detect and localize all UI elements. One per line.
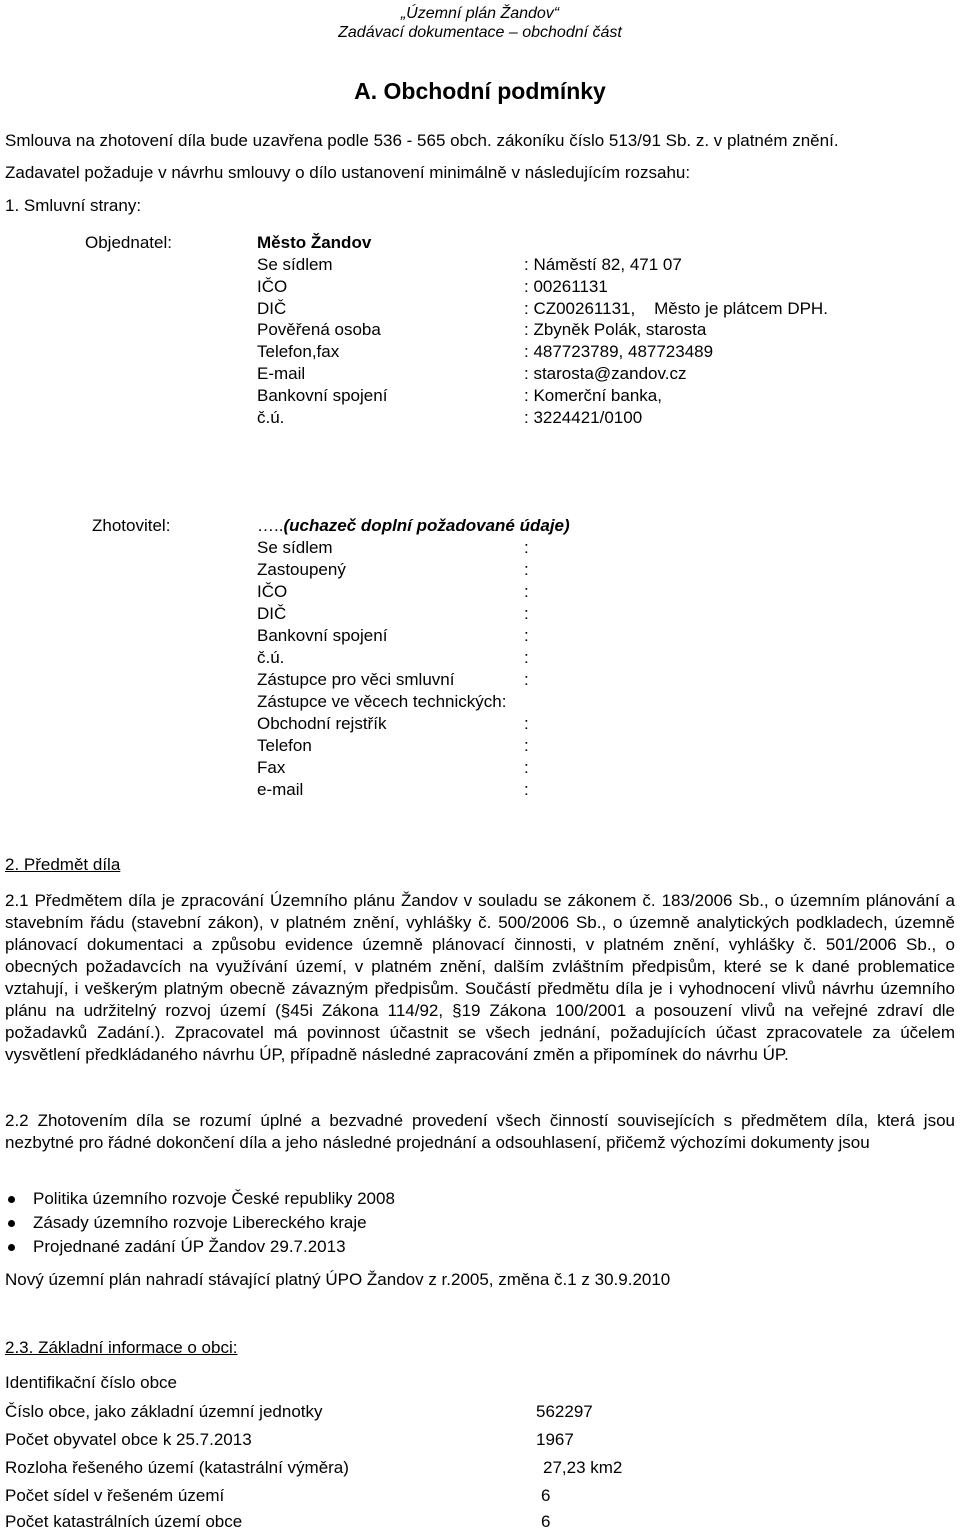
info-row-value: 6: [541, 1512, 551, 1531]
list-item-text: Projednané zadání ÚP Žandov 29.7.2013: [33, 1237, 346, 1256]
objednatel-row-label: Bankovní spojení: [257, 386, 388, 405]
zhotovitel-row-label: č.ú.: [257, 648, 285, 667]
objednatel-name: Město Žandov: [257, 233, 372, 252]
objednatel-label: Objednatel:: [85, 233, 172, 252]
section-1-heading: 1. Smluvní strany:: [5, 196, 142, 215]
objednatel-row-label: DIČ: [257, 299, 287, 318]
objednatel-row-label: č.ú.: [257, 408, 285, 427]
zhotovitel-row-colon: :: [524, 626, 529, 645]
zhotovitel-row-label: Obchodní rejstřík: [257, 714, 387, 733]
placeholder-dots: …..: [257, 516, 284, 535]
zhotovitel-row-colon: :: [524, 582, 529, 601]
page-title: A. Obchodní podmínky: [354, 78, 606, 104]
section-2-3-heading: 2.3. Základní informace o obci:: [5, 1338, 238, 1357]
zhotovitel-row-colon: :: [524, 780, 529, 799]
objednatel-row-value: : 3224421/0100: [524, 408, 643, 427]
list-item: [5, 1211, 395, 1235]
objednatel-row-value: : Komerční banka,: [524, 386, 662, 405]
zhotovitel-row-label: e-mail: [257, 780, 304, 799]
placeholder-text: (uchazeč doplní požadované údaje): [283, 516, 570, 535]
objednatel-row-value: : 487723789, 487723489: [524, 342, 714, 361]
intro-line-2: Zadavatel požaduje v návrhu smlouvy o dílo ustanovení minimálně v následujícím rozsahu:: [5, 163, 691, 182]
info-row-label: Číslo obce, jako základní územní jednotky: [5, 1402, 323, 1421]
bullet-icon: [8, 1196, 15, 1203]
paragraph-2-1: 2.1 Předmětem díla je zpracování Územního plánu Žandov v souladu se zákonem č. 183/2006 Sb., o územním plánování a stavebním řádu (stavební zákon), v platném znění, vyhlášky č. 500/2006 Sb., o územně analytických podkladech, územně plánovací dokumentaci a způsobu evidence územně plánovací činnosti, v platném znění, vyhlášky č. 501/2006 Sb., o obecných požadavcích na využívání území, v platném znění, dalším zvláštním předpisům, které se k dané problematice vztahují, i veškerým platným obecně závazným předpisům. Součástí předmětu díla je i vyhodnocení vlivů návrhu územního plánu na udržitelný rozvoj území (§45i Zákona 114/92, §19 Zákona 100/2001 a posouzení vlivů na veřejné zdraví dle požadavků Zadání.). Zpracovatel má povinnost účastnit se všech jednání, požadujících účast zpracovatele za účelem vysvětlení předkládaného návrhu ÚP, případně následné zapracování změn a připomínek do návrhu ÚP.: [5, 891, 955, 1064]
zhotovitel-row-label: DIČ: [257, 604, 287, 623]
info-row-label: Rozloha řešeného území (katastrální výměra): [5, 1458, 349, 1477]
zhotovitel-row-label: Bankovní spojení: [257, 626, 388, 645]
objednatel-row-value: : Zbyněk Polák, starosta: [524, 320, 707, 339]
new-plan-note: Nový územní plán nahradí stávající platný ÚPO Žandov z r.2005, změna č.1 z 30.9.2010: [5, 1270, 671, 1289]
objednatel-row-label: Se sídlem: [257, 255, 333, 274]
info-row-value: 1967: [536, 1430, 574, 1449]
info-row-label: Počet katastrálních území obce: [5, 1512, 243, 1531]
zhotovitel-placeholder: [257, 516, 570, 536]
objednatel-row-value: : Náměstí 82, 471 07: [524, 255, 682, 274]
source-documents-list: [5, 1187, 395, 1259]
zhotovitel-row-colon: :: [524, 670, 529, 689]
zhotovitel-row-label: Telefon: [257, 736, 312, 755]
info-row-value: 27,23 km2: [543, 1458, 623, 1477]
header-project-title: „Územní plán Žandov“: [400, 5, 560, 22]
zhotovitel-row-colon: :: [524, 736, 529, 755]
zhotovitel-row-colon: :: [524, 714, 529, 733]
header-document-subtitle: Zadávací dokumentace – obchodní část: [338, 24, 622, 41]
zhotovitel-row-label: Zástupce ve věcech technických:: [257, 692, 507, 711]
document-header: [0, 0, 960, 42]
objednatel-row-label: E-mail: [257, 364, 306, 383]
bullet-icon: [8, 1244, 15, 1251]
info-row-label: Počet sídel v řešeném území: [5, 1486, 225, 1505]
intro-line-1: Smlouva na zhotovení díla bude uzavřena podle 536 - 565 obch. zákoníku číslo 513/91 Sb. z. v platném znění.: [5, 131, 839, 150]
info-row-label: Počet obyvatel obce k 25.7.2013: [5, 1430, 252, 1449]
objednatel-row-value: : 00261131: [524, 277, 608, 296]
info-row-value: 6: [541, 1486, 551, 1505]
info-row-label: Identifikační číslo obce: [5, 1373, 177, 1392]
list-item: [5, 1187, 395, 1211]
zhotovitel-row-colon: :: [524, 538, 529, 557]
zhotovitel-row-colon: :: [524, 758, 529, 777]
list-item-text: Politika územního rozvoje České republiky 2008: [33, 1189, 395, 1208]
zhotovitel-row-label: Zástupce pro věci smluvní: [257, 670, 455, 689]
list-item-text: Zásady územního rozvoje Libereckého kraje: [33, 1213, 367, 1232]
zhotovitel-row-label: Zastoupený: [257, 560, 346, 579]
info-row-value: 562297: [536, 1402, 593, 1421]
zhotovitel-row-label: IČO: [257, 582, 288, 601]
bullet-icon: [8, 1220, 15, 1227]
zhotovitel-row-label: Se sídlem: [257, 538, 333, 557]
zhotovitel-row-label: Fax: [257, 758, 286, 777]
objednatel-row-label: IČO: [257, 277, 288, 296]
objednatel-row-label: Pověřená osoba: [257, 320, 381, 339]
zhotovitel-row-colon: :: [524, 604, 529, 623]
objednatel-row-value: : starosta@zandov.cz: [524, 364, 687, 383]
zhotovitel-label: Zhotovitel:: [92, 516, 171, 535]
section-2-heading: 2. Předmět díla: [5, 855, 121, 874]
paragraph-2-2: 2.2 Zhotovením díla se rozumí úplné a bezvadné provedení všech činností souvisejících s předmětem díla, která jsou nezbytné pro řádné dokončení díla a jeho následné projednání a odsouhlasení, přičemž výchozími dokumenty jsou: [5, 1111, 955, 1152]
zhotovitel-row-colon: :: [524, 560, 529, 579]
list-item: [5, 1235, 395, 1259]
zhotovitel-row-colon: :: [524, 648, 529, 667]
objednatel-row-value: : CZ00261131, Město je plátcem DPH.: [524, 299, 828, 318]
objednatel-row-label: Telefon,fax: [257, 342, 340, 361]
